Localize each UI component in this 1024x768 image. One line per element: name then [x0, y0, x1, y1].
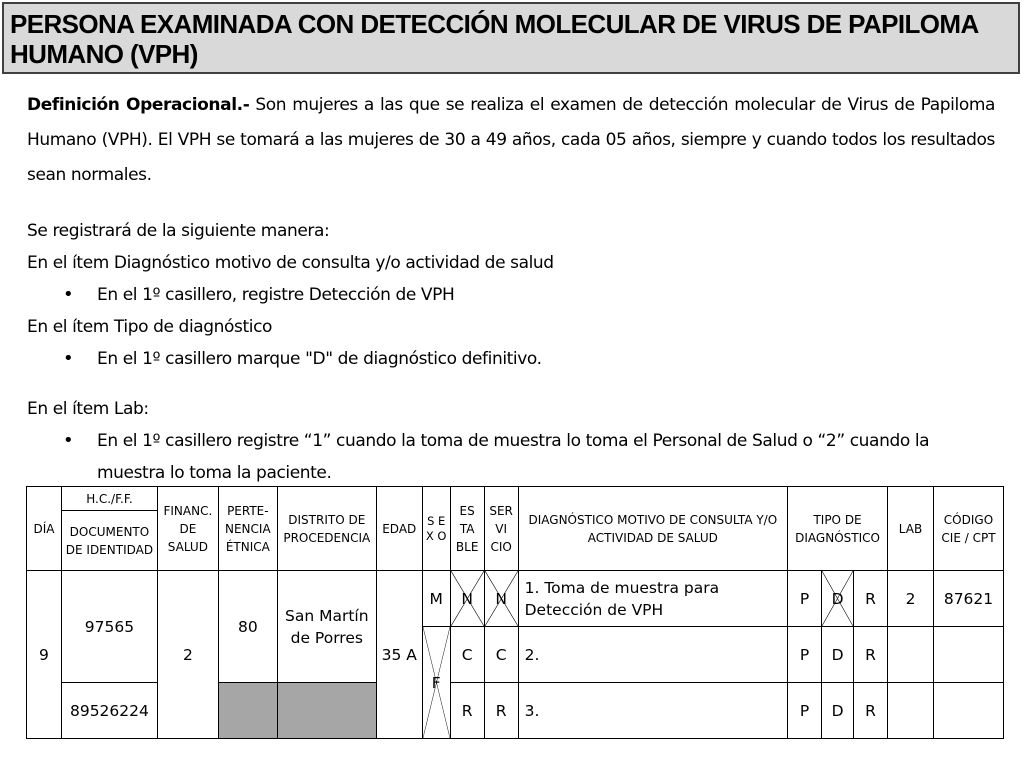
- cell-codigo-3: [933, 683, 1003, 739]
- instruction-item-tipo: En el ítem Tipo de diagnóstico: [27, 317, 273, 337]
- cell-tipo-r-3: R: [854, 683, 888, 739]
- cell-diagnostico-1: 1. Toma de muestra para Detección de VPH: [518, 571, 787, 627]
- sexo-f-value: F: [431, 673, 441, 692]
- header-pertenencia: PERTE-NENCIA ÉTNICA: [218, 487, 277, 571]
- cell-codigo: 87621: [933, 571, 1003, 627]
- definition-label: Definición Operacional.-: [27, 95, 250, 115]
- cell-sexo-f: [422, 627, 450, 739]
- cell-estable-c: C: [450, 627, 484, 683]
- cell-distrito-empty: [277, 683, 376, 739]
- header-row: [27, 487, 1004, 511]
- cell-tipo-d-2: D: [822, 627, 854, 683]
- cell-servicio-n: [484, 571, 518, 627]
- cell-estable-n: [450, 571, 484, 627]
- record-row-1: [27, 571, 1004, 627]
- header-documento: DOCUMENTO DE IDENTIDAD: [61, 511, 157, 571]
- cell-lab-2: [888, 627, 934, 683]
- cell-lab: 2: [888, 571, 934, 627]
- title-banner: [2, 2, 1020, 74]
- instruction-bullet-lab: • En el 1º casillero registre “1” cuando la toma de muestra lo toma el Personal de Salud o “2” cuando la muestra lo toma la paciente.: [27, 425, 995, 489]
- header-diagnostico: DIAGNÓSTICO MOTIVO DE CONSULTA Y/O ACTIVIDAD DE SALUD: [518, 487, 787, 571]
- header-distrito: DISTRITO DE PROCEDENCIA: [277, 487, 376, 571]
- cell-tipo-d-3: D: [822, 683, 854, 739]
- instruction-item-diagnostico: En el ítem Diagnóstico motivo de consulta y/o actividad de salud: [27, 253, 554, 273]
- servicio-n-value: N: [495, 589, 507, 608]
- cell-tipo-p-1: P: [788, 571, 822, 627]
- cell-distrito: San Martín de Porres: [277, 571, 376, 683]
- cell-diagnostico-2: 2.: [518, 627, 787, 683]
- definition-paragraph: [27, 88, 995, 193]
- estable-n-value: N: [461, 589, 473, 608]
- cell-lab-3: [888, 683, 934, 739]
- cell-codigo-2: [933, 627, 1003, 683]
- header-financ: FINANC. DE SALUD: [157, 487, 218, 571]
- cell-sexo-m: M: [422, 571, 450, 627]
- cell-tipo-p-2: P: [788, 627, 822, 683]
- cell-tipo-p-3: P: [788, 683, 822, 739]
- cell-dia: 9: [27, 571, 62, 739]
- tipo-d-value: D: [831, 589, 844, 608]
- header-sexo: S E X O: [422, 487, 450, 571]
- header-edad: EDAD: [376, 487, 422, 571]
- cell-tipo-r-1: R: [854, 571, 888, 627]
- cell-tipo-d-1: [822, 571, 854, 627]
- instruction-bullet-diagnostico: • En el 1º casillero, registre Detección de VPH: [27, 279, 995, 311]
- header-codigo: CÓDIGO CIE / CPT: [933, 487, 1003, 571]
- cell-pertenencia-empty: [218, 683, 277, 739]
- cell-servicio-c: C: [484, 627, 518, 683]
- header-tipo-diagnostico: TIPO DE DIAGNÓSTICO: [788, 487, 888, 571]
- cell-tipo-r-2: R: [854, 627, 888, 683]
- instruction-item-lab: En el ítem Lab:: [27, 399, 149, 419]
- cell-estable-r: R: [450, 683, 484, 739]
- registry-form-table: [26, 486, 1004, 739]
- cell-documento: 89526224: [61, 683, 157, 739]
- cell-hc: 97565: [61, 571, 157, 683]
- header-hc: H.C./F.F.: [61, 487, 157, 511]
- header-servicio: SER VI CIO: [484, 487, 518, 571]
- cell-pertenencia: 80: [218, 571, 277, 683]
- instructions-body: [27, 88, 995, 489]
- instruction-bullet-tipo: • En el 1º casillero marque "D" de diagnóstico definitivo.: [27, 343, 995, 375]
- page-title: PERSONA EXAMINADA CON DETECCIÓN MOLECULAR DE VIRUS DE PAPILOMA HUMANO (VPH): [10, 9, 978, 69]
- header-dia: DÍA: [27, 487, 62, 571]
- cell-diagnostico-3: 3.: [518, 683, 787, 739]
- cell-servicio-r: R: [484, 683, 518, 739]
- header-estable: ES TA BLE: [450, 487, 484, 571]
- cell-edad: 35 A: [376, 571, 422, 739]
- header-lab: LAB: [888, 487, 934, 571]
- instructions-intro: Se registrará de la siguiente manera:: [27, 221, 330, 241]
- definition-text: Son mujeres a las que se realiza el examen de detección molecular de Virus de Papiloma Humano (VPH). El VPH se tomará a las mujeres de 30 a 49 años, cada 05 años, siempre y cuando todos los resultados sean normales.: [27, 95, 995, 185]
- cell-financ: 2: [157, 571, 218, 739]
